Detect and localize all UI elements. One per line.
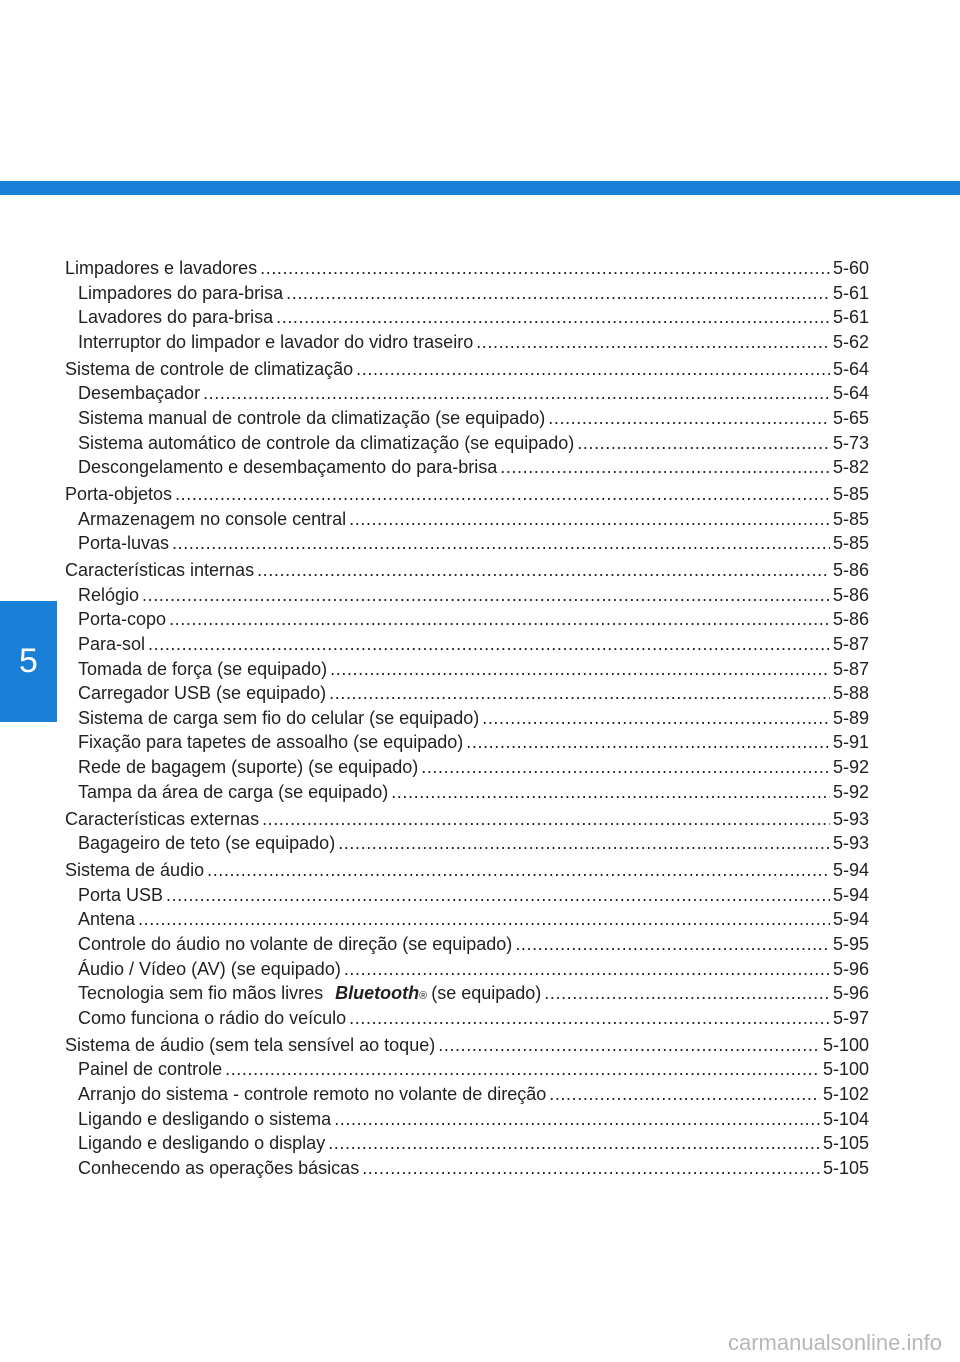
toc-section <box>65 807 869 856</box>
toc-subentry[interactable] <box>65 607 869 632</box>
entry-title: Controle do áudio no volante de direção (se equipado) <box>78 933 513 954</box>
entry-title: Tampa da área de carga (se equipado) <box>78 781 389 802</box>
entry-title: Tecnologia sem fio mãos livres <box>78 983 324 1004</box>
entry-title: Carregador USB (se equipado) <box>78 683 327 704</box>
entry-title: Bagageiro de teto (se equipado) <box>78 833 336 854</box>
page-number: 5-86 <box>832 560 869 581</box>
toc-subentry[interactable] <box>65 507 869 532</box>
dot-leader <box>549 1082 820 1107</box>
toc-section-heading[interactable] <box>65 1033 869 1058</box>
entry-title: Limpadores do para-brisa <box>78 282 284 303</box>
entry-title: Armazenagem no console central <box>78 508 347 529</box>
page-number: 5-89 <box>832 707 869 728</box>
page-number: 5-100 <box>822 1034 869 1055</box>
entry-title: Características externas <box>65 808 260 829</box>
dot-leader <box>349 507 830 532</box>
entry-title: Porta-copo <box>78 609 167 630</box>
toc-subentry[interactable] <box>65 531 869 556</box>
dot-leader <box>548 406 830 431</box>
toc-subentry[interactable] <box>65 632 869 657</box>
toc-section <box>65 1033 869 1181</box>
entry-title: Sistema de áudio (sem tela sensível ao toque) <box>65 1034 436 1055</box>
entry-title: Descongelamento e desembaçamento do para-brisa <box>78 457 498 478</box>
watermark: carmanualsonline.info <box>727 1330 942 1355</box>
page-number: 5-94 <box>832 860 869 881</box>
entry-title: Antena <box>78 909 136 930</box>
toc-subentry[interactable] <box>65 455 869 480</box>
table-of-contents <box>65 256 869 1183</box>
page-number: 5-61 <box>832 307 869 328</box>
page-number: 5-94 <box>832 909 869 930</box>
toc-subentry[interactable] <box>65 981 869 1006</box>
dot-leader <box>476 330 830 355</box>
dot-leader <box>500 455 830 480</box>
page-number: 5-82 <box>832 457 869 478</box>
dot-leader <box>207 858 830 883</box>
toc-section <box>65 858 869 1030</box>
toc-subentry[interactable] <box>65 281 869 306</box>
entry-title: Interruptor do limpador e lavador do vidro traseiro <box>78 331 474 352</box>
page-number: 5-64 <box>832 383 869 404</box>
dot-leader <box>276 305 830 330</box>
dot-leader <box>334 1107 820 1132</box>
page-number: 5-102 <box>822 1083 869 1104</box>
dot-leader <box>286 281 830 306</box>
dot-leader <box>203 381 830 406</box>
page-number: 5-60 <box>832 258 869 278</box>
page-number: 5-87 <box>832 634 869 655</box>
page-number: 5-65 <box>832 407 869 428</box>
page-number: 5-93 <box>832 808 869 829</box>
page-number: 5-92 <box>832 757 869 778</box>
dot-leader <box>482 706 830 731</box>
toc-subentry[interactable] <box>65 431 869 456</box>
page-number: 5-62 <box>832 331 869 352</box>
toc-section-heading[interactable] <box>65 256 869 281</box>
dot-leader <box>166 883 830 908</box>
toc-subentry[interactable] <box>65 583 869 608</box>
toc-section-heading[interactable] <box>65 807 869 832</box>
toc-section <box>65 256 869 354</box>
dot-leader <box>344 957 830 982</box>
toc-subentry[interactable] <box>65 305 869 330</box>
dot-leader <box>329 681 830 706</box>
toc-subentry[interactable] <box>65 1006 869 1031</box>
entry-title: Como funciona o rádio do veículo <box>78 1007 347 1028</box>
toc-subentry[interactable] <box>65 957 869 982</box>
dot-leader <box>349 1006 830 1031</box>
toc-subentry[interactable] <box>65 932 869 957</box>
entry-title: Sistema de carga sem fio do celular (se equipado) <box>78 707 480 728</box>
dot-leader <box>391 780 830 805</box>
entry-title: Sistema de controle de climatização <box>65 358 354 379</box>
dot-leader <box>257 558 830 583</box>
toc-subentry[interactable] <box>65 1057 869 1082</box>
page-number: 5-96 <box>832 983 869 1004</box>
entry-title: Porta-luvas <box>78 533 170 554</box>
toc-subentry[interactable] <box>65 831 869 856</box>
page-number: 5-105 <box>822 1133 869 1154</box>
dot-leader <box>356 357 830 382</box>
entry-title: Arranjo do sistema - controle remoto no volante de direção <box>78 1083 547 1104</box>
toc-subentry[interactable] <box>65 657 869 682</box>
toc-subentry[interactable] <box>65 1156 869 1181</box>
page-number: 5-95 <box>832 933 869 954</box>
toc-subentry[interactable] <box>65 1082 869 1107</box>
toc-subentry[interactable] <box>65 706 869 731</box>
toc-section <box>65 558 869 804</box>
toc-section <box>65 357 869 480</box>
toc-section-heading[interactable] <box>65 558 869 583</box>
page-number: 5-85 <box>832 533 869 554</box>
toc-subentry[interactable] <box>65 730 869 755</box>
page-number: 5-94 <box>832 884 869 905</box>
dot-leader <box>225 1057 820 1082</box>
page-number: 5-87 <box>832 658 869 679</box>
entry-title: Fixação para tapetes de assoalho (se equipado) <box>78 732 464 753</box>
dot-leader <box>148 632 830 657</box>
entry-title: Sistema manual de controle da climatização (se equipado) <box>78 407 546 428</box>
toc-section-heading[interactable] <box>65 357 869 382</box>
chapter-tab <box>0 601 57 722</box>
page-number: 5-64 <box>832 358 869 379</box>
dot-leader <box>466 730 830 755</box>
page-number: 5-86 <box>832 584 869 605</box>
entry-title: Ligando e desligando o sistema <box>78 1108 332 1129</box>
entry-title: Desembaçador <box>78 383 201 404</box>
dot-leader <box>330 657 830 682</box>
toc-subentry[interactable] <box>65 681 869 706</box>
toc-section <box>65 482 869 556</box>
toc-subentry[interactable] <box>65 780 869 805</box>
entry-title: Ligando e desligando o display <box>78 1133 326 1154</box>
dot-leader <box>515 932 830 957</box>
page-number: 5-104 <box>822 1108 869 1129</box>
toc-subentry[interactable] <box>65 330 869 355</box>
dot-leader <box>544 981 830 1006</box>
entry-title: Características internas <box>65 560 255 581</box>
entry-title: Sistema automático de controle da climatização (se equipado) <box>78 432 575 453</box>
entry-title: Relógio <box>78 584 140 605</box>
entry-title: Tomada de força (se equipado) <box>78 658 328 679</box>
page-number: 5-85 <box>832 484 869 505</box>
dot-leader <box>260 256 830 281</box>
entry-title: Porta-objetos <box>65 484 173 505</box>
entry-title: Rede de bagagem (suporte) (se equipado) <box>78 757 419 778</box>
entry-title: Limpadores e lavadores <box>65 258 258 278</box>
toc-subentry[interactable] <box>65 381 869 406</box>
entry-title-tail: (se equipado) <box>431 983 542 1004</box>
dot-leader <box>138 907 830 932</box>
page-number: 5-61 <box>832 282 869 303</box>
brand-name: Bluetooth <box>335 983 420 1004</box>
page-number: 5-93 <box>832 833 869 854</box>
toc-subentry[interactable] <box>65 907 869 932</box>
toc-subentry[interactable] <box>65 755 869 780</box>
page-number: 5-96 <box>832 958 869 979</box>
dot-leader <box>328 1131 820 1156</box>
toc-subentry[interactable] <box>65 406 869 431</box>
dot-leader <box>338 831 830 856</box>
page-number: 5-105 <box>822 1157 869 1178</box>
toc-subentry[interactable] <box>65 1107 869 1132</box>
chapter-number: 5 <box>19 642 38 680</box>
entry-title: Painel de controle <box>78 1059 223 1080</box>
toc-subentry[interactable] <box>65 883 869 908</box>
dot-leader <box>577 431 830 456</box>
toc-section-heading[interactable] <box>65 858 869 883</box>
dot-leader <box>175 482 830 507</box>
registered-mark: ® <box>419 990 428 1003</box>
page-number: 5-85 <box>832 508 869 529</box>
entry-title: Sistema de áudio <box>65 860 205 881</box>
entry-title: Conhecendo as operações básicas <box>78 1157 360 1178</box>
entry-title: Lavadores do para-brisa <box>78 307 274 328</box>
dot-leader <box>169 607 830 632</box>
page-number: 5-86 <box>832 609 869 630</box>
entry-title: Porta USB <box>78 884 164 905</box>
dot-leader <box>362 1156 820 1181</box>
page-number: 5-91 <box>832 732 869 753</box>
page-number: 5-100 <box>822 1059 869 1080</box>
dot-leader <box>438 1033 820 1058</box>
header-color-band <box>0 181 960 195</box>
toc-section-heading[interactable] <box>65 482 869 507</box>
dot-leader <box>421 755 830 780</box>
page-number: 5-92 <box>832 781 869 802</box>
page-number: 5-88 <box>832 683 869 704</box>
dot-leader <box>142 583 830 608</box>
entry-title: Áudio / Vídeo (AV) (se equipado) <box>78 958 341 979</box>
page-number: 5-73 <box>832 432 869 453</box>
toc-subentry[interactable] <box>65 1131 869 1156</box>
dot-leader <box>172 531 830 556</box>
entry-title: Para-sol <box>78 634 146 655</box>
dot-leader <box>262 807 830 832</box>
page-number: 5-97 <box>832 1007 869 1028</box>
